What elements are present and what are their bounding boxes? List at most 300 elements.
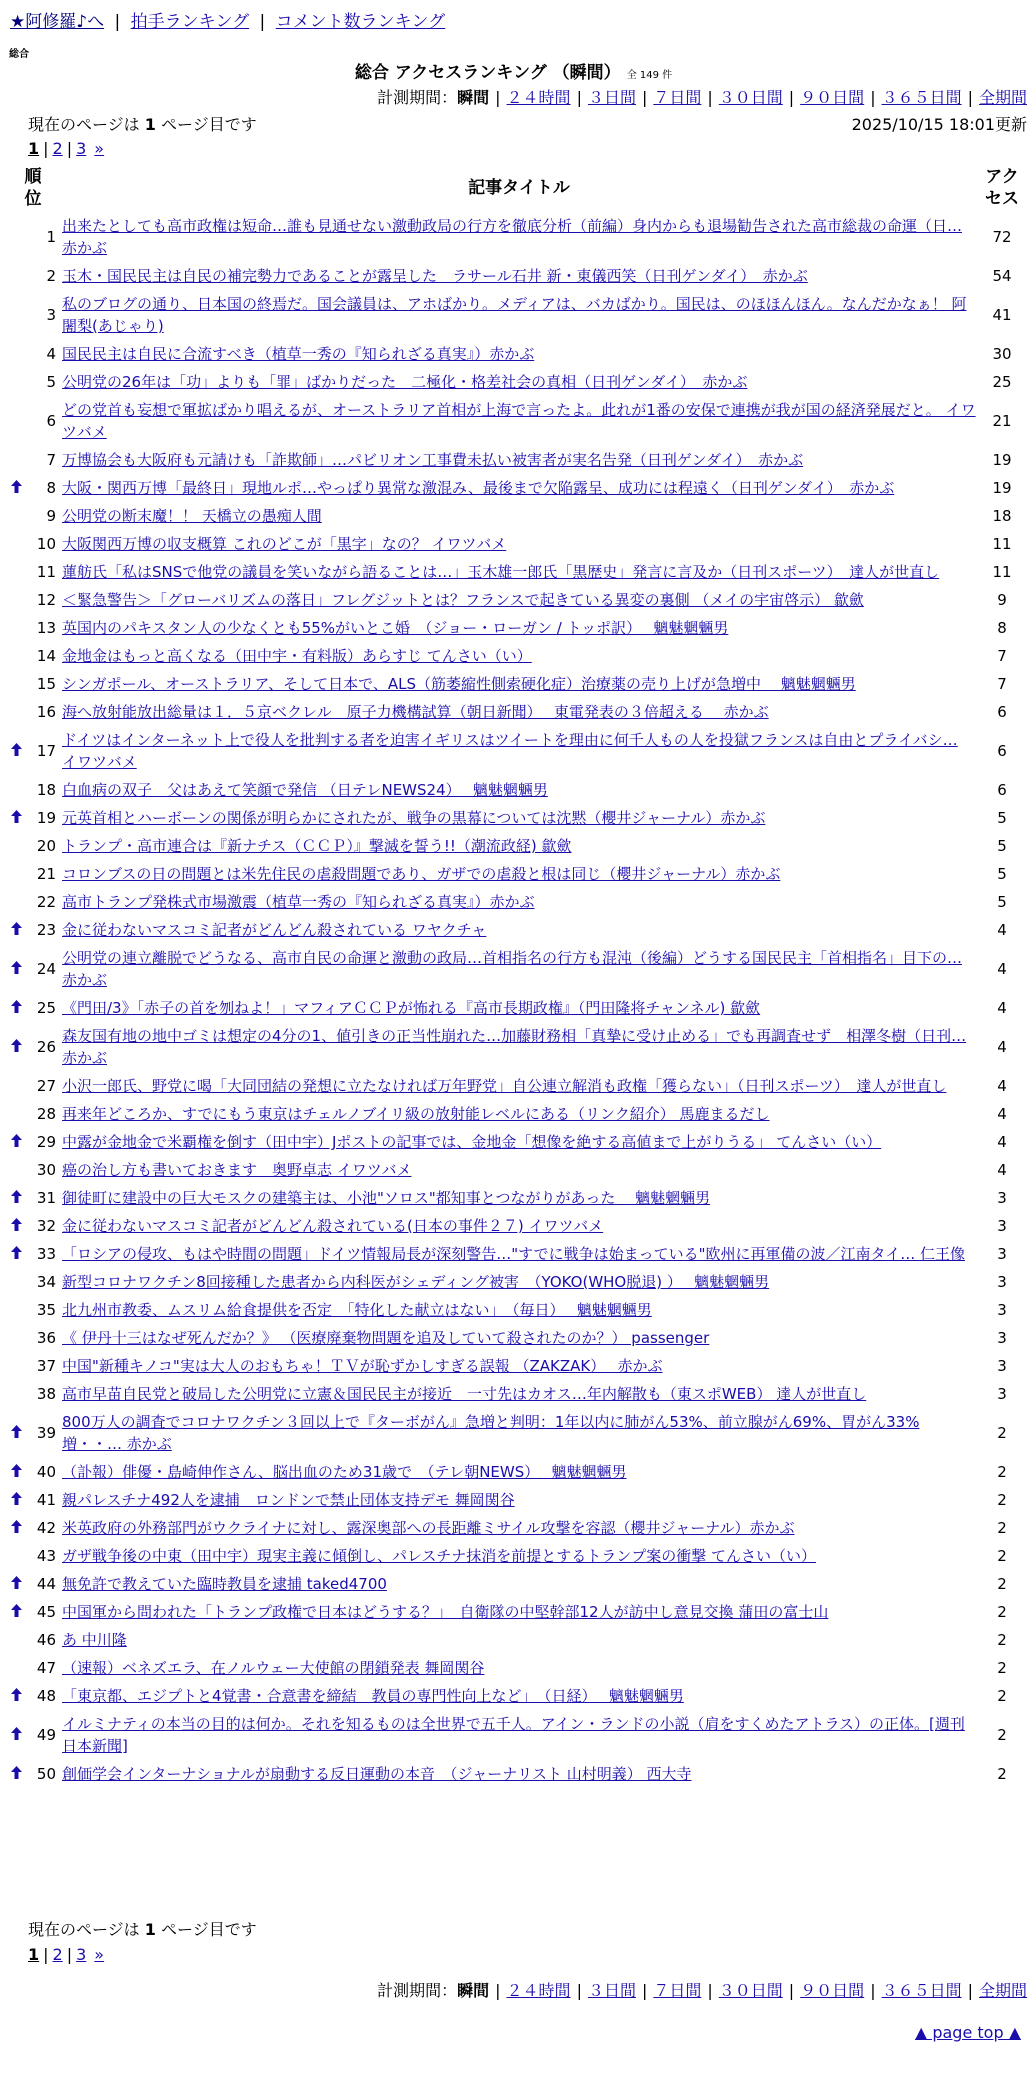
article-link[interactable]: 海へ放射能放出総量は１．５京ベクレル 原子力機構試算（朝日新聞） 東電発表の３倍超える 赤かぶ <box>62 703 769 721</box>
article-link[interactable]: 親パレスチナ492人を逮捕 ロンドンで禁止団体支持デモ 舞岡関谷 <box>62 1491 515 1509</box>
rank-change-cell <box>6 1570 26 1598</box>
access-count: 2 <box>997 1519 1007 1537</box>
title-cell <box>60 290 978 340</box>
table-row <box>6 726 1026 776</box>
title-cell <box>60 262 978 290</box>
rank-change-cell <box>6 502 26 530</box>
rank-change-cell <box>6 586 26 614</box>
article-link[interactable]: 金地金はもっと高くなる（田中宇・有料版）あらすじ てんさい（い） <box>62 647 532 665</box>
title-cell <box>60 726 978 776</box>
article-link[interactable]: 金に従わないマスコミ記者がどんどん殺されている(日本の事件２７) イワツバメ <box>62 1217 604 1235</box>
access-count: 2 <box>997 1765 1007 1783</box>
title-cell <box>60 1486 978 1514</box>
access-count: 11 <box>992 535 1012 553</box>
rank-number: 42 <box>36 1519 56 1537</box>
access-count: 7 <box>997 675 1007 693</box>
rank-change-cell <box>6 340 26 368</box>
pager-page-link[interactable]: 3 <box>76 1945 87 1964</box>
period-link-4[interactable]: ３０日間 <box>718 88 783 107</box>
table-row <box>6 1324 1026 1352</box>
rank-change-cell <box>6 1156 26 1184</box>
table-row <box>6 1072 1026 1100</box>
access-count: 6 <box>997 703 1007 721</box>
rank-number: 38 <box>36 1385 56 1403</box>
rank-number: 17 <box>36 742 56 760</box>
up-arrow-icon <box>11 1577 22 1593</box>
table-row <box>6 1598 1026 1626</box>
table-row <box>6 1408 1026 1458</box>
article-link[interactable]: どの党首も妄想で軍拡ばかり唱えるが、オーストラリア首相が上海で言ったよ。此れが1番の安保で連携が我が国の経済発展だと。 イワツバメ <box>62 401 976 441</box>
period-link-1[interactable]: ２４時間 <box>506 88 571 107</box>
table-row <box>6 1352 1026 1380</box>
rank-number: 43 <box>36 1547 56 1565</box>
title-cell <box>60 1072 978 1100</box>
article-link[interactable]: 出来たとしても高市政権は短命…誰も見通せない激動政局の行方を徹底分析（前編）身内からも退場勧告された高市総裁の命運（日… 赤かぶ <box>62 217 963 257</box>
table-row <box>6 1022 1026 1072</box>
title-cell <box>60 1324 978 1352</box>
title-cell <box>60 1100 978 1128</box>
rank-change-cell <box>6 614 26 642</box>
period-separator: | <box>641 88 648 107</box>
pager-separator: | <box>66 1945 73 1964</box>
rank-change-cell <box>6 888 26 916</box>
rank-number: 12 <box>36 591 56 609</box>
rank-change-cell <box>6 860 26 888</box>
page-info-number: 1 <box>144 1920 156 1939</box>
rank-number: 18 <box>36 781 56 799</box>
table-row <box>6 642 1026 670</box>
title-cell <box>60 1240 978 1268</box>
rank-change-cell <box>6 994 26 1022</box>
rank-change-cell <box>6 530 26 558</box>
article-link[interactable]: 私のブログの通り、日本国の終焉だ。国会議員は、アホばかり。メディアは、バカばかり。国民は、のほほんほん。なんだかなぁ！ 阿闍梨(あじゃり) <box>62 295 967 335</box>
article-link[interactable]: （訃報）俳優・島崎伸作さん、脳出血のため31歳で （テレ朝NEWS） 魑魅魍魎男 <box>62 1463 627 1481</box>
rank-number: 14 <box>36 647 56 665</box>
article-link[interactable]: 《 伊丹十三はなぜ死んだか？》 （医療廃棄物問題を追及していて殺されたのか？） passenger <box>62 1329 710 1347</box>
rank-change-cell <box>6 1542 26 1570</box>
current-page-info <box>28 113 257 137</box>
title-cell <box>60 1352 978 1380</box>
rank-number: 23 <box>36 921 56 939</box>
ranking-title: 総合 アクセスランキング （瞬間） <box>354 63 621 83</box>
title-cell <box>60 1156 978 1184</box>
pager-page-link[interactable]: 3 <box>76 139 87 158</box>
title-cell <box>60 1380 978 1408</box>
table-row <box>6 262 1026 290</box>
title-cell <box>60 1760 978 1788</box>
table-row <box>6 474 1026 502</box>
up-arrow-icon <box>11 1493 22 1509</box>
pager-current-page: 1 <box>28 1945 40 1964</box>
pager-next-link[interactable]: » <box>94 1945 105 1964</box>
period-selector-top <box>377 86 1027 110</box>
table-row <box>6 832 1026 860</box>
col-rank-label: 順 位 <box>24 167 42 209</box>
period-separator: | <box>788 88 795 107</box>
rank-change-cell <box>6 1022 26 1072</box>
up-arrow-icon <box>11 1001 22 1017</box>
ranking-table-body <box>6 212 1026 1788</box>
rank-number: 29 <box>36 1133 56 1151</box>
title-cell <box>60 860 978 888</box>
access-count: 9 <box>997 591 1007 609</box>
title-cell <box>60 1296 978 1324</box>
rank-number: 24 <box>36 960 56 978</box>
rank-change-cell <box>6 212 26 262</box>
rank-change-cell <box>6 1408 26 1458</box>
rank-number: 41 <box>36 1491 56 1509</box>
rank-change-cell <box>6 1352 26 1380</box>
section-label: 総合 <box>9 49 29 60</box>
rank-change-cell <box>6 1514 26 1542</box>
period-link-3-bottom[interactable]: ７日間 <box>653 1981 702 2000</box>
table-row <box>6 994 1026 1022</box>
page-info-number: 1 <box>144 115 156 134</box>
article-link[interactable]: 癌の治し方も書いておきます 奥野卓志 イワツバメ <box>62 1161 412 1179</box>
rank-number: 15 <box>36 675 56 693</box>
rank-number: 48 <box>36 1687 56 1705</box>
table-row <box>6 804 1026 832</box>
article-link[interactable]: 大阪関西万博の収支概算 これのどこが「黒字」なの？ イワツバメ <box>62 535 507 553</box>
article-link[interactable]: 英国内のパキスタン人の少なくとも55%がいとこ婚 （ジョー・ローガン / トッポ訳） 魑魅魍魎男 <box>62 619 729 637</box>
article-link[interactable]: コロンブスの日の問題とは米先住民の虐殺問題であり、ガザでの虐殺と根は同じ（櫻井ジャーナル）赤かぶ <box>62 865 781 883</box>
article-link[interactable]: 公明党の連立離脱でどうなる、高市自民の命運と激動の政局…首相指名の行方も混沌（後編）どうする国民民主「首相指名」目下の… 赤かぶ <box>62 949 963 989</box>
title-cell <box>60 558 978 586</box>
article-link[interactable]: 「ロシアの侵攻、もはや時間の問題」ドイツ情報局長が深刻警告…"すでに戦争は始まっている"欧州に再軍備の波／江南タイ… 仁王像 <box>62 1245 965 1263</box>
rank-number: 19 <box>36 809 56 827</box>
title-cell <box>60 1458 978 1486</box>
table-row <box>6 1184 1026 1212</box>
access-count: 2 <box>997 1491 1007 1509</box>
access-count: 2 <box>997 1547 1007 1565</box>
pager-bottom <box>28 1943 104 1967</box>
table-row <box>6 1514 1026 1542</box>
rank-number: 6 <box>46 412 56 430</box>
period-link-5[interactable]: ９０日間 <box>800 88 865 107</box>
article-link[interactable]: 「東京都、エジプトと4覚書・合意書を締結 教員の専門性向上など」 （日経） 魑魅魍魎男 <box>62 1687 684 1705</box>
title-cell <box>60 502 978 530</box>
access-count: 30 <box>992 345 1012 363</box>
table-row <box>6 1626 1026 1654</box>
up-arrow-icon <box>11 1247 22 1263</box>
rank-number: 34 <box>36 1273 56 1291</box>
article-link[interactable]: ガザ戦争後の中東（田中宇）現実主義に傾倒し、パレスチナ抹消を前提とするトランプ案の衝撃 てんさい（い） <box>62 1547 817 1565</box>
title-cell <box>60 368 978 396</box>
title-cell <box>60 474 978 502</box>
article-link[interactable]: あ 中川隆 <box>62 1631 127 1649</box>
table-row <box>6 776 1026 804</box>
article-link[interactable]: イルミナティの本当の目的は何か。それを知るものは全世界で五千人。アイン・ランドの小説（肩をすくめたアトラス）の正体。[週刊日本新聞] <box>62 1715 965 1755</box>
rank-change-cell <box>6 1296 26 1324</box>
access-count: 4 <box>997 921 1007 939</box>
article-link[interactable]: 《門田/3》「赤子の首を刎ねよ！」マフィアＣＣＰが怖れる『高市長期政権』（門田隆将チャンネル) 歙歛 <box>62 999 761 1017</box>
up-arrow-icon <box>11 1689 22 1705</box>
up-arrow-icon <box>11 1465 22 1481</box>
access-count: 11 <box>992 563 1012 581</box>
access-count: 19 <box>992 479 1012 497</box>
comment-ranking-link[interactable]: コメント数ランキング <box>275 12 446 32</box>
title-cell <box>60 776 978 804</box>
article-link[interactable]: 国民民主は自民に合流すべき（植草一秀の『知られざる真実』）赤かぶ <box>62 345 535 363</box>
access-count: 2 <box>997 1687 1007 1705</box>
article-link[interactable]: 金に従わないマスコミ記者がどんどん殺されている ワヤクチャ <box>62 921 487 939</box>
up-arrow-icon <box>11 1426 22 1442</box>
period-current: 瞬間 <box>457 88 490 107</box>
article-link[interactable]: 玉木・国民民主は自民の補完勢力であることが露呈した ラサール石井 新・東儀西笑（日刊ゲンダイ） 赤かぶ <box>62 267 808 285</box>
rank-change-cell <box>6 558 26 586</box>
period-separator: | <box>967 1981 973 2000</box>
table-row <box>6 1654 1026 1682</box>
updated-timestamp: 2025/10/15 18:01更新 <box>851 115 1027 134</box>
access-count: 3 <box>997 1329 1007 1347</box>
title-cell <box>60 1212 978 1240</box>
period-link-6[interactable]: ３６５日間 <box>881 88 962 107</box>
access-count: 2 <box>997 1726 1007 1744</box>
period-link-3[interactable]: ７日間 <box>653 88 702 107</box>
period-separator: | <box>707 88 713 107</box>
rank-number: 50 <box>36 1765 56 1783</box>
rank-change-cell <box>6 916 26 944</box>
article-link[interactable]: ＜緊急警告＞「グローバリズムの落日」フレグジットとは？フランスで起きている異変の裏側 （メイの宇宙啓示） 歙歛 <box>62 591 864 609</box>
title-cell <box>60 832 978 860</box>
up-arrow-icon <box>11 923 22 939</box>
title-cell <box>60 396 978 446</box>
table-row <box>6 614 1026 642</box>
rank-change-cell <box>6 1128 26 1156</box>
rank-number: 37 <box>36 1357 56 1375</box>
period-link-1-bottom[interactable]: ２４時間 <box>506 1981 571 2000</box>
article-link[interactable]: 新型コロナワクチン8回接種した患者から内科医がシェディング被害 （YOKO(WHO脱退) ） 魑魅魍魎男 <box>62 1273 770 1291</box>
title-cell <box>60 1128 978 1156</box>
rank-number: 36 <box>36 1329 56 1347</box>
access-count: 4 <box>997 960 1007 978</box>
period-separator: | <box>870 1981 876 2000</box>
article-link[interactable]: （速報）ベネズエラ、在ノルウェー大使館の閉鎖発表 舞岡関谷 <box>62 1659 485 1677</box>
title-cell <box>60 1654 978 1682</box>
article-link[interactable]: 元英首相とハーボーンの関係が明らかにされたが、戦争の黒幕については沈黙（櫻井ジャーナル）赤かぶ <box>62 809 766 827</box>
rank-number: 10 <box>36 535 56 553</box>
title-cell <box>60 698 978 726</box>
article-link[interactable]: シンガポール、オーストラリア、そして日本で、ALS（筋萎縮性側索硬化症）治療薬の売り上げが急増中 魑魅魍魎男 <box>62 675 856 693</box>
rank-change-cell <box>6 396 26 446</box>
access-count: 5 <box>997 893 1007 911</box>
table-row <box>6 1486 1026 1514</box>
period-current: 瞬間 <box>457 1981 490 2000</box>
access-count: 3 <box>997 1245 1007 1263</box>
col-rank-header <box>6 164 60 212</box>
pager-separator: | <box>43 139 49 158</box>
period-separator: | <box>870 88 876 107</box>
table-row <box>6 888 1026 916</box>
table-row <box>6 1710 1026 1760</box>
period-link-6-bottom[interactable]: ３６５日間 <box>881 1981 962 2000</box>
rank-change-cell <box>6 1212 26 1240</box>
article-link[interactable]: 公明党の断末魔！！ 天橋立の愚痴人間 <box>62 507 322 525</box>
rank-number: 4 <box>46 345 56 363</box>
access-count: 18 <box>992 507 1012 525</box>
article-link[interactable]: 白血病の双子 父はあえて笑顔で発信 （日テレNEWS24） 魑魅魍魎男 <box>62 781 548 799</box>
period-separator: | <box>967 88 973 107</box>
up-arrow-icon <box>11 1191 22 1207</box>
rank-number: 26 <box>36 1038 56 1056</box>
access-count: 3 <box>997 1357 1007 1375</box>
title-cell <box>60 804 978 832</box>
period-separator: | <box>576 88 582 107</box>
table-row <box>6 530 1026 558</box>
pager-current-page: 1 <box>28 139 40 158</box>
access-count: 7 <box>997 647 1007 665</box>
pager-page-link[interactable]: 2 <box>52 139 63 158</box>
home-link[interactable]: ★阿修羅♪へ <box>10 12 105 32</box>
rank-number: 28 <box>36 1105 56 1123</box>
access-count: 2 <box>997 1463 1007 1481</box>
period-link-7-bottom[interactable]: 全期間 <box>978 1981 1027 2000</box>
title-cell <box>60 446 978 474</box>
table-row <box>6 1100 1026 1128</box>
rank-change-cell <box>6 1240 26 1268</box>
up-arrow-icon <box>11 1219 22 1235</box>
rank-change-cell <box>6 1072 26 1100</box>
rank-number: 47 <box>36 1659 56 1677</box>
rank-number: 27 <box>36 1077 56 1095</box>
table-row <box>6 340 1026 368</box>
rank-change-cell <box>6 944 26 994</box>
period-link-2-bottom[interactable]: ３日間 <box>587 1981 636 2000</box>
article-link[interactable]: 再来年どころか、すでにもう東京はチェルノブイリ級の放射能レベルにある（リンク紹介） 馬鹿まるだし <box>62 1105 770 1123</box>
access-count: 3 <box>997 1273 1007 1291</box>
access-count: 4 <box>997 1133 1007 1151</box>
access-count: 5 <box>997 809 1007 827</box>
up-arrow-icon <box>11 811 22 827</box>
rank-number: 20 <box>36 837 56 855</box>
article-link[interactable]: 蓮舫氏「私はSNSで他党の議員を笑いながら語ることは…」玉木雄一郎氏「黒歴史」発言に言及か（日刊スポーツ） 達人が世直し <box>62 563 940 581</box>
article-link[interactable]: 800万人の調査でコロナワクチン３回以上で『ターボがん』急増と判明：1年以内に肺がん53%、前立腺がん69%、胃がん33%増・・… 赤かぶ <box>62 1413 920 1453</box>
title-cell <box>60 1184 978 1212</box>
access-count: 2 <box>997 1575 1007 1593</box>
article-link[interactable]: 北九州市教委、ムスリム給食提供を否定 「特化した献立はない」 （毎日） 魑魅魍魎男 <box>62 1301 652 1319</box>
up-arrow-icon <box>11 1135 22 1151</box>
pager-separator: | <box>43 1945 49 1964</box>
col-access-header <box>978 164 1026 212</box>
rank-number: 2 <box>46 267 56 285</box>
page-top-link[interactable]: ▲ page top ▲ <box>914 2023 1021 2042</box>
period-label: 計測期間： <box>377 1981 458 2000</box>
title-cell <box>60 670 978 698</box>
article-link[interactable]: 万博協会も大阪府も元請けも「詐欺師」…パビリオン工事費未払い被害者が実名告発（日刊ゲンダイ） 赤かぶ <box>62 451 804 469</box>
title-cell <box>60 1268 978 1296</box>
title-cell <box>60 586 978 614</box>
article-link[interactable]: 創価学会インターナショナルが扇動する反日運動の本音 （ジャーナリスト 山村明義） 西大寺 <box>62 1765 692 1783</box>
pager-top <box>28 137 104 161</box>
title-cell <box>60 994 978 1022</box>
up-arrow-icon <box>11 962 22 978</box>
rank-number: 9 <box>46 507 56 525</box>
access-count: 3 <box>997 1189 1007 1207</box>
page-info-prefix: 現在のページは <box>28 1920 140 1939</box>
table-row <box>6 1212 1026 1240</box>
article-link[interactable]: 小沢一郎氏、野党に喝「大同団結の発想に立たなければ万年野党」自公連立解消も政権「獲らない」（日刊スポーツ） 達人が世直し <box>62 1077 947 1095</box>
table-row <box>6 860 1026 888</box>
rank-number: 44 <box>36 1575 56 1593</box>
table-row <box>6 1570 1026 1598</box>
table-row <box>6 670 1026 698</box>
access-count: 2 <box>997 1631 1007 1649</box>
current-page-info-bottom <box>28 1918 257 1942</box>
period-link-5-bottom[interactable]: ９０日間 <box>800 1981 865 2000</box>
title-cell <box>60 944 978 994</box>
rank-number: 11 <box>36 563 56 581</box>
table-row <box>6 698 1026 726</box>
up-arrow-icon <box>11 1767 22 1783</box>
pager-next-link[interactable]: » <box>94 139 105 158</box>
rank-change-cell <box>6 642 26 670</box>
col-access-label: アク セス <box>985 167 1019 209</box>
title-cell <box>60 1626 978 1654</box>
article-link[interactable]: 公明党の26年は「功」よりも「罪」ばかりだった 二極化・格差社会の真相（日刊ゲンダイ） 赤かぶ <box>62 373 748 391</box>
table-row <box>6 944 1026 994</box>
rank-number: 40 <box>36 1463 56 1481</box>
nav-separator: | <box>259 12 266 32</box>
article-link[interactable]: 御徒町に建設中の巨大モスクの建築主は、小池"ソロス"都知事とつながりがあった 魑魅魍魎男 <box>62 1189 711 1207</box>
title-cell <box>60 340 978 368</box>
access-count: 3 <box>997 1385 1007 1403</box>
rank-number: 16 <box>36 703 56 721</box>
rank-change-cell <box>6 1626 26 1654</box>
table-row <box>6 1380 1026 1408</box>
period-label: 計測期間： <box>377 88 458 107</box>
article-link[interactable]: トランプ・高市連合は『新ナチス（ＣＣＰ）』撃滅を誓う!!（潮流政経) 歙歛 <box>62 837 572 855</box>
rank-change-cell <box>6 1380 26 1408</box>
article-link[interactable]: 森友国有地の地中ゴミは想定の4分の1、値引きの正当性崩れた…加藤財務相「真摯に受け止める」でも再調査せず 相澤冬樹（日刊… 赤かぶ <box>62 1027 967 1067</box>
pager-page-link[interactable]: 2 <box>52 1945 63 1964</box>
title-cell <box>60 1570 978 1598</box>
title-cell <box>60 1710 978 1760</box>
article-link[interactable]: 中露が金地金で米覇権を倒す（田中宇）Jポストの記事では、金地金「想像を絶する高値まで上がりうる」 てんさい（い） <box>62 1133 882 1151</box>
up-arrow-icon <box>11 1728 22 1744</box>
article-link[interactable]: ドイツはインターネット上で役人を批判する者を迫害イギリスはツイートを理由に何千人もの人を投獄フランスは自由とプライバシ… イワツバメ <box>62 731 958 771</box>
access-count: 5 <box>997 865 1007 883</box>
article-link[interactable]: 中国軍から問われた「トランプ政権で日本はどうする？」 自衛隊の中堅幹部12人が訪中し意見交換 蒲田の富士山 <box>62 1603 829 1621</box>
rank-number: 21 <box>36 865 56 883</box>
clap-ranking-link[interactable]: 拍手ランキング <box>130 12 250 32</box>
article-link[interactable]: 高市早苗自民党と破局した公明党に立憲＆国民民主が接近 一寸先はカオス…年内解散も（東スポWEB） 達人が世直し <box>62 1385 867 1403</box>
period-separator: | <box>576 1981 582 2000</box>
access-count: 4 <box>997 1105 1007 1123</box>
period-separator: | <box>641 1981 648 2000</box>
table-row <box>6 396 1026 446</box>
title-cell <box>60 1542 978 1570</box>
article-link[interactable]: 無免許で教えていた臨時教員を逮捕 taked4700 <box>62 1575 387 1593</box>
article-link[interactable]: 大阪・関西万博「最終日」現地ルポ…やっぱり異常な激混み、最後まで欠陥露呈、成功には程遠く（日刊ゲンダイ） 赤かぶ <box>62 479 895 497</box>
access-count: 4 <box>997 1077 1007 1095</box>
table-row <box>6 1458 1026 1486</box>
article-link[interactable]: 中国"新種キノコ"実は大人のおもちゃ！ＴＶが恥ずかしすぎる誤報 （ZAKZAK） 赤かぶ <box>62 1357 663 1375</box>
period-link-7[interactable]: 全期間 <box>978 88 1027 107</box>
rank-change-cell <box>6 804 26 832</box>
period-separator: | <box>495 1981 501 2000</box>
nav-separator: | <box>114 12 121 32</box>
page-title <box>0 60 1027 89</box>
rank-change-cell <box>6 368 26 396</box>
period-link-4-bottom[interactable]: ３０日間 <box>718 1981 783 2000</box>
period-link-2[interactable]: ３日間 <box>587 88 636 107</box>
access-count: 19 <box>992 451 1012 469</box>
table-row <box>6 212 1026 262</box>
rank-number: 22 <box>36 893 56 911</box>
rank-change-cell <box>6 832 26 860</box>
article-link[interactable]: 高市トランプ発株式市場激震（植草一秀の『知られざる真実』）赤かぶ <box>62 893 535 911</box>
article-link[interactable]: 米英政府の外務部門がウクライナに対し、露深奥部への長距離ミサイル攻撃を容認（櫻井ジャーナル）赤かぶ <box>62 1519 795 1537</box>
